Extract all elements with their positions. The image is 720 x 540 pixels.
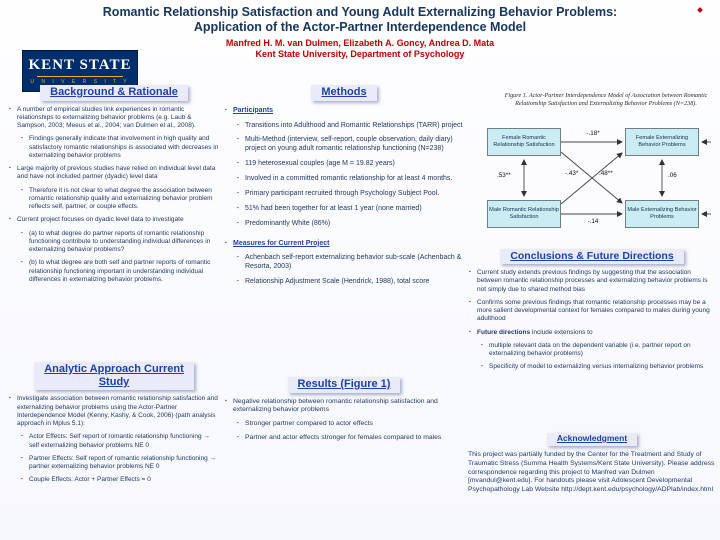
list-item — [20, 187, 220, 212]
list-item-text: Large majority of previous studies have relied on individual level data and have not included partner (dyadic) level data — [17, 165, 216, 181]
coef-satisfaction-correlation: .53** — [497, 172, 511, 179]
coef-partner-lower: .48** — [599, 170, 613, 177]
bullet-icon — [21, 433, 23, 439]
list-item — [20, 433, 220, 450]
section-heading — [468, 246, 716, 264]
acknowledgment-heading: Acknowledgment — [547, 433, 637, 446]
list-item — [8, 165, 220, 182]
list-item-text: Relationship Adjustment Scale (Hendrick, 1988), total score — [245, 278, 430, 286]
background-heading: Background & Rationale — [40, 85, 188, 101]
bullet-icon — [237, 160, 239, 166]
bullet-icon — [469, 299, 471, 305]
bullet-icon — [237, 220, 239, 226]
poster-title: Romantic Relationship Satisfaction and Young Adult Externalizing Behavior Problems: Application of the Actor-Partner Interdependence Model — [102, 5, 618, 34]
box-male-externalizing: Male Externalizing Behavior Problems — [625, 200, 699, 228]
list-item-text: Partner and actor effects stronger for females compared to males — [245, 433, 442, 441]
bullet-icon — [21, 259, 23, 265]
list-item — [236, 205, 464, 214]
list-item-text: Primary participant recruited through Psychology Subject Pool. — [245, 189, 440, 197]
bullet-icon — [237, 278, 239, 284]
apim-arrows — [473, 126, 713, 232]
corner-ornament-icon — [697, 7, 703, 13]
bullet-icon — [237, 122, 239, 128]
acknowledgment-text: This project was partially funded by the Center for the Treatment and Study of Traumatic Stress (Summa Health Systems/Kent State University). Please address correspondence regarding this project to Manfred van Dulmen [mvandul@kent.edu]. For handouts please visit Adolescent Developmental Psychopathology Lab Website http://dept.kent.edu/psychology/ADPlab/index.html — [468, 451, 715, 494]
measures-block — [224, 240, 464, 288]
bullet-icon — [481, 342, 483, 348]
list-item — [236, 278, 464, 287]
box-male-satisfaction: Male Romantic Relationship Satisfaction — [487, 200, 561, 228]
list-item-text: Partner Effects: Self report of romantic relationship functioning → partner externalizing behavior problems NE 0 — [29, 454, 217, 471]
list-item — [468, 269, 716, 294]
list-item-text: 51% had been together for at least 1 year (none married) — [245, 204, 422, 212]
bullet-icon — [9, 395, 11, 401]
list-item — [8, 106, 220, 131]
list-item — [236, 254, 464, 272]
list-item-text: (b) to what degree are both self and partner reports of romantic relationship functioning important in understanding individual differences in externalizing behavior problems. — [29, 259, 211, 283]
list-item-text: Multi-Method (interview, self-report, couple observation, daily diary) project on young adult romantic relationship functioning (N=238) — [245, 136, 453, 153]
section-background-rationale — [8, 82, 220, 284]
bullet-icon — [225, 107, 227, 113]
bullet-icon — [21, 135, 23, 141]
list-item — [20, 259, 220, 284]
bullet-icon — [21, 455, 23, 461]
list-item — [236, 175, 464, 184]
list-item — [20, 135, 220, 160]
results-heading: Results (Figure 1) — [288, 377, 401, 393]
list-item — [20, 455, 220, 472]
bullet-icon — [21, 230, 23, 236]
list-item-text: Findings generally indicate that involvement in high quality and satisfactory romantic relationships is associated with decreases in externalizing behavior problems — [29, 135, 219, 159]
analytic-heading: Analytic Approach Current Study — [34, 362, 194, 390]
list-item — [224, 398, 464, 415]
poster-authors: Manfred H. M. van Dulmen, Elizabeth A. Goncy, Andrea D. Mata — [225, 37, 495, 48]
bullet-icon — [237, 136, 239, 142]
list-item-text: Therefore it is not clear to what degree the association between romantic relationship quality and externalizing behavior problem reflects self, partner, or couple effects. — [29, 186, 213, 211]
poster-header — [84, 5, 636, 59]
list-item-text: Current project focuses on dyadic level data to investigate — [17, 216, 184, 224]
bullet-icon — [469, 269, 471, 275]
logo-rule — [37, 76, 123, 77]
list-item-text: Couple Effects: Actor + Partner Effects = 0 — [29, 476, 151, 484]
partner-arrow-male-to-female — [561, 153, 622, 204]
bullet-icon — [21, 476, 23, 482]
apim-diagram — [473, 126, 713, 232]
section-acknowledgment — [468, 428, 716, 495]
conclusions-heading: Conclusions & Future Directions — [500, 249, 683, 264]
list-item — [480, 342, 716, 359]
list-item — [224, 240, 464, 249]
bullet-icon — [237, 175, 239, 181]
list-item — [480, 363, 716, 371]
list-item — [468, 329, 716, 337]
list-item-text: 119 heterosexual couples (age M = 19.82 years) — [245, 160, 395, 168]
list-item — [236, 420, 464, 429]
bullet-icon — [21, 187, 23, 193]
section-analytic-approach — [8, 362, 220, 485]
coef-externalizing-correlation: .06 — [668, 172, 677, 179]
list-item-text: Transitions into Adulthood and Romantic Relationships (TARR) project — [245, 121, 463, 129]
bullet-icon — [237, 254, 239, 260]
logo-subtitle: U N I V E R S I T Y — [30, 79, 130, 85]
list-item-text: Investigate association between romantic relationship satisfaction and externalizing behavior problems using the Actor-Partner Interdependence Model (Kenny, Kashy, & Cook, 2006) (path analysis approach in Mplus 5.1): — [17, 395, 218, 428]
section-methods — [224, 82, 464, 287]
section-heading — [224, 82, 464, 101]
list-item — [236, 434, 464, 443]
list-item — [236, 136, 464, 154]
bullet-icon — [237, 434, 239, 440]
section-heading — [224, 374, 464, 393]
list-item — [224, 107, 464, 116]
list-item-text: Actor Effects: Self report of romantic relationship functioning → self externalizing behavior problems NE 0 — [29, 433, 210, 449]
bullet-icon — [9, 216, 11, 222]
bullet-icon — [9, 165, 11, 171]
list-item-text: Current study extends previous findings by suggesting that the association between romantic relationship processes and externalizing behavior problems is not simply due to shared method bias — [477, 269, 708, 293]
section-heading — [8, 82, 220, 101]
logo-wordmark: KENT STATE — [28, 57, 132, 73]
partner-arrow-female-to-male — [561, 152, 622, 203]
list-item — [20, 230, 220, 255]
list-item — [236, 160, 464, 169]
participants-subheading: Participants — [233, 106, 274, 114]
list-item-text: Predominantly White (86%) — [245, 219, 331, 227]
future-directions-lead: Future directions — [477, 328, 531, 336]
list-item-text: Stronger partner compared to actor effects — [245, 419, 373, 427]
list-item-text: Specificity of model to externalizing versus internalizing behavior problems — [489, 363, 704, 371]
box-female-satisfaction: Female Romantic Relationship Satisfaction — [487, 128, 561, 156]
bullet-icon — [225, 398, 227, 404]
list-item-text: Confirms some previous findings that romantic relationship processes may be a more salient developmental context for females compared to males during young adulthood — [477, 298, 710, 323]
list-item — [8, 216, 220, 224]
list-item — [236, 190, 464, 199]
poster-affiliation: Kent State University, Department of Psychology — [255, 48, 465, 59]
list-item — [8, 395, 220, 428]
bullet-icon — [237, 190, 239, 196]
list-item-text: (a) to what degree do partner reports of romantic relationship functioning contribute to understanding individual differences in externalizing behavior problems? — [29, 229, 211, 254]
bullet-icon — [481, 363, 483, 369]
section-heading — [8, 362, 220, 390]
list-item — [20, 476, 220, 484]
list-item — [236, 220, 464, 229]
list-item-text: A number of empirical studies link experiences in romantic relationships to externalizing behavior problems (e.g. Laub & Sampson, 2003; Meeus et al., 2004; van Dulmen et al., 2008). — [17, 105, 196, 130]
list-item-text: multiple relevant data on the dependent variable (i.e. partner report on externalizing behavior problems) — [489, 341, 691, 358]
measures-subheading: Measures for Current Project — [233, 239, 330, 247]
section-results — [224, 374, 464, 442]
section-heading — [468, 428, 716, 446]
list-item — [236, 122, 464, 131]
bullet-icon — [9, 106, 11, 112]
coef-actor-female: -.18* — [586, 130, 600, 137]
box-female-externalizing: Female Externalizing Behavior Problems — [625, 128, 699, 156]
list-item — [468, 299, 716, 324]
methods-heading: Methods — [311, 85, 376, 101]
list-item-text: Achenbach self-report externalizing behavior sub-scale (Achenbach & Resorta, 2003) — [245, 254, 462, 271]
bullet-icon — [237, 420, 239, 426]
list-item-text: Negative relationship between romantic relationship satisfaction and externalizing behavior problems — [233, 397, 438, 414]
bullet-icon — [225, 240, 227, 246]
figure-caption: Figure 1. Actor-Partner Interdependence Model of Association between Romantic Relationship Satisfaction and Externalizing Behavior Problems (N=238). — [504, 92, 708, 108]
list-item-text: Involved in a committed romantic relationship for at least 4 months. — [245, 175, 453, 183]
coef-partner-upper: -.43* — [565, 170, 579, 177]
coef-actor-male: -.14 — [587, 218, 599, 225]
future-directions-rest: include extensions to — [530, 328, 593, 336]
bullet-icon — [237, 205, 239, 211]
section-conclusions — [468, 246, 716, 372]
bullet-icon — [469, 329, 471, 335]
